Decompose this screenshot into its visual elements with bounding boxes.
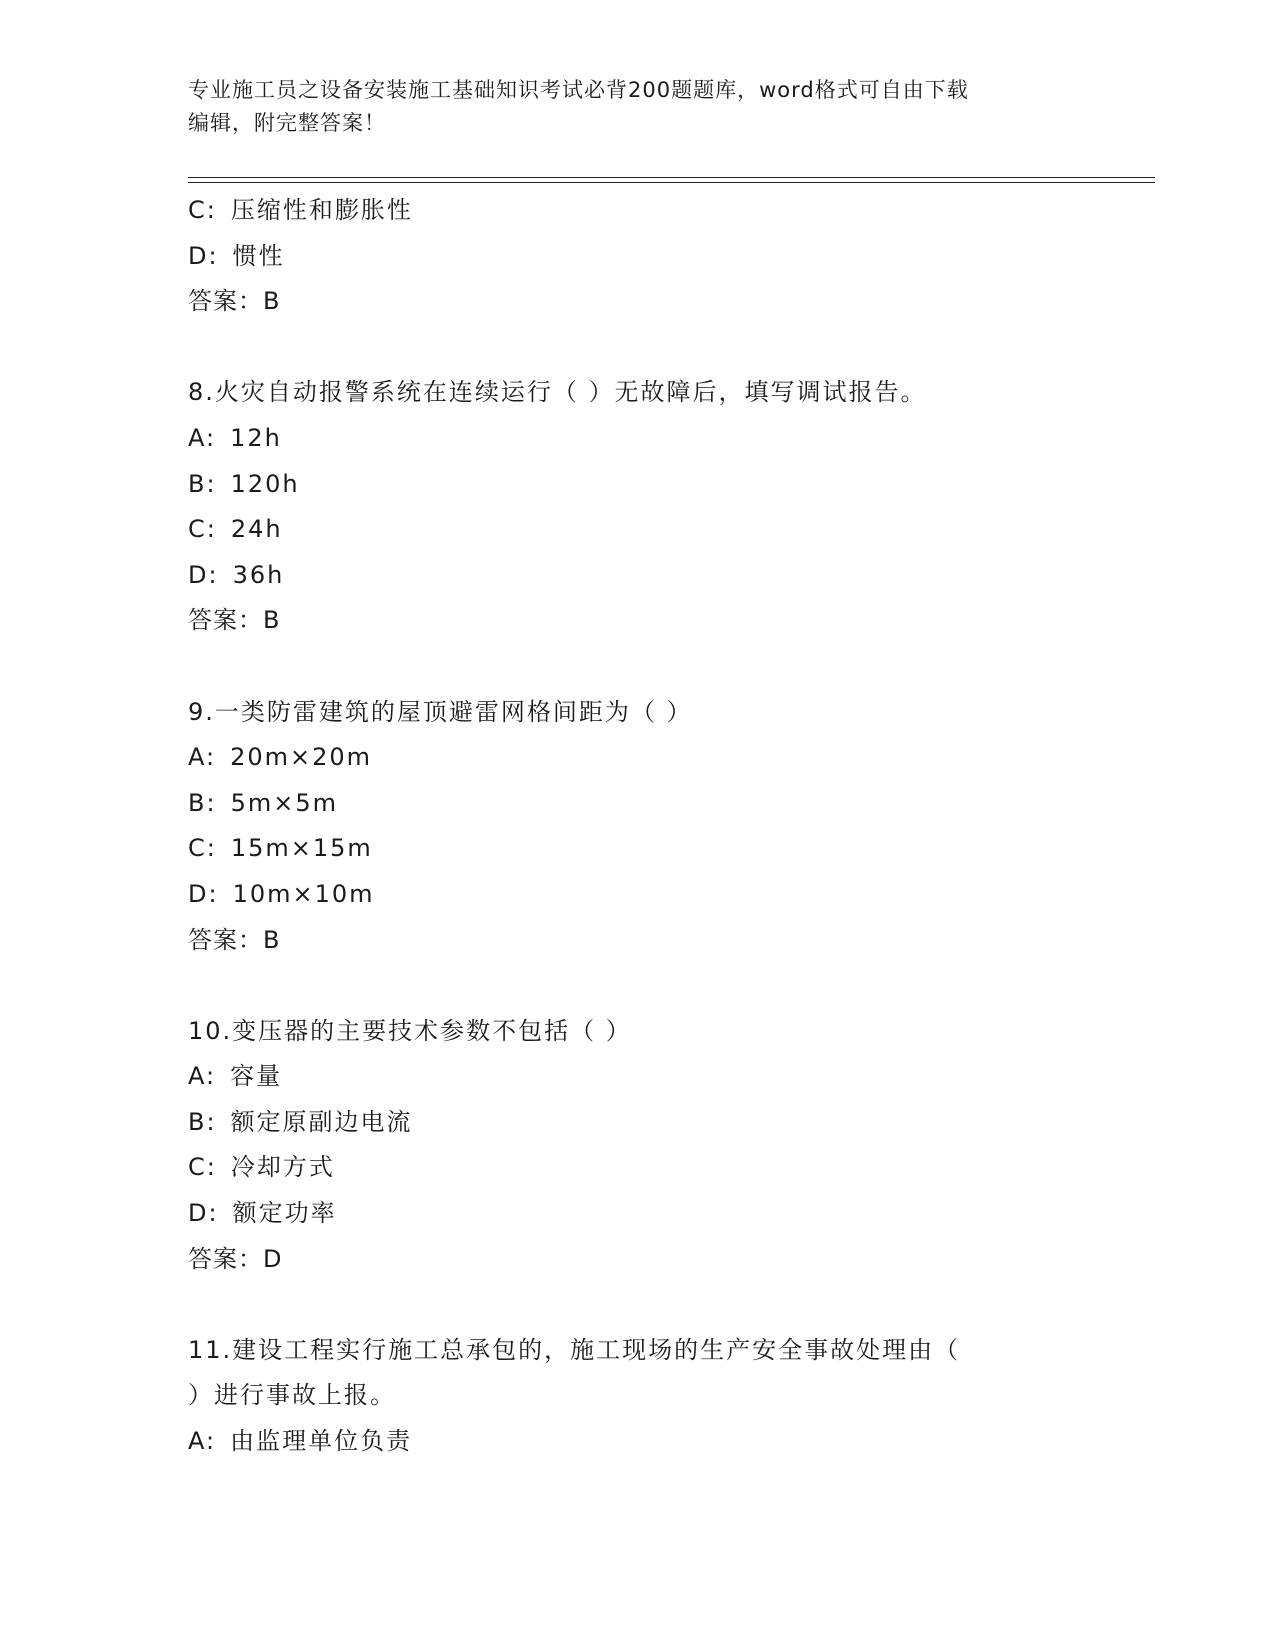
q8-option-d: [188, 553, 1088, 599]
option-prefix: A:: [188, 743, 217, 772]
option-text: 24h: [230, 515, 283, 544]
q8-option-c: [188, 507, 1088, 553]
q11-option-a: [188, 1419, 1088, 1465]
q8-question: 8.火灾自动报警系统在连续运行（ ）无故障后，填写调试报告。: [188, 378, 927, 407]
option-text: 15m×15m: [230, 834, 373, 863]
q7-option-c: [188, 188, 1088, 234]
q7-answer: 答案：B: [188, 287, 281, 316]
option-prefix: C:: [188, 1153, 217, 1182]
q9-answer: 答案：B: [188, 925, 281, 954]
option-text: 容量: [230, 1062, 283, 1091]
q10-option-c: [188, 1145, 1088, 1191]
option-prefix: D:: [188, 560, 219, 589]
option-text: 冷却方式: [230, 1153, 335, 1182]
option-prefix: A:: [188, 1062, 217, 1091]
q9-option-a: [188, 735, 1088, 781]
q9-option-d: [188, 872, 1088, 918]
header-divider-top: [188, 177, 1155, 178]
option-text: 额定功率: [232, 1199, 337, 1228]
q10-question: 10.变压器的主要技术参数不包括（ ）: [188, 1016, 632, 1045]
q10-answer: 答案：D: [188, 1244, 283, 1273]
q8-option-a: [188, 416, 1088, 462]
q10-option-a: [188, 1054, 1088, 1100]
spacer: [188, 963, 1088, 1009]
option-prefix: C:: [188, 515, 217, 544]
q10-option-d: [188, 1191, 1088, 1237]
option-text: 20m×20m: [230, 743, 373, 772]
spacer: [188, 644, 1088, 690]
header-title-line-1: 专业施工员之设备安装施工基础知识考试必背200题题库，word格式可自由下载: [188, 78, 969, 102]
option-text: 120h: [230, 469, 300, 498]
option-prefix: A:: [188, 423, 217, 452]
option-text: 36h: [232, 560, 285, 589]
q11-question-line-2: ）进行事故上报。: [188, 1381, 396, 1410]
option-prefix: A:: [188, 1427, 217, 1456]
q8-option-b: [188, 462, 1088, 508]
option-prefix: C:: [188, 196, 217, 224]
option-prefix: D:: [188, 1199, 219, 1228]
q9-question: 9.一类防雷建筑的屋顶避雷网格间距为（ ）: [188, 697, 693, 726]
option-prefix: B:: [188, 469, 217, 498]
q11-question-line-1: 11.建设工程实行施工总承包的，施工现场的生产安全事故处理由（: [188, 1335, 961, 1364]
option-prefix: B:: [188, 788, 217, 817]
q8-answer: 答案：B: [188, 606, 281, 635]
option-text: 由监理单位负责: [230, 1427, 413, 1456]
option-text: 10m×10m: [232, 879, 375, 908]
spacer: [188, 1282, 1088, 1328]
option-text: 惯性: [232, 241, 285, 270]
option-text: 5m×5m: [230, 788, 338, 817]
option-text: 额定原副边电流: [230, 1107, 413, 1136]
option-prefix: B:: [188, 1107, 217, 1136]
option-prefix: D:: [188, 241, 219, 270]
option-prefix: C:: [188, 834, 217, 863]
header-title-line-2: 编辑，附完整答案！: [188, 111, 386, 135]
q7-option-d: [188, 234, 1088, 280]
document-header: [188, 74, 1088, 140]
spacer: [188, 325, 1088, 371]
q9-option-b: [188, 781, 1088, 827]
q10-option-b: [188, 1100, 1088, 1146]
question-list: [188, 188, 1088, 1465]
header-divider-bottom: [188, 182, 1155, 183]
option-text: 压缩性和膨胀性: [230, 196, 413, 224]
q9-option-c: [188, 826, 1088, 872]
option-text: 12h: [230, 423, 282, 452]
option-prefix: D:: [188, 879, 219, 908]
